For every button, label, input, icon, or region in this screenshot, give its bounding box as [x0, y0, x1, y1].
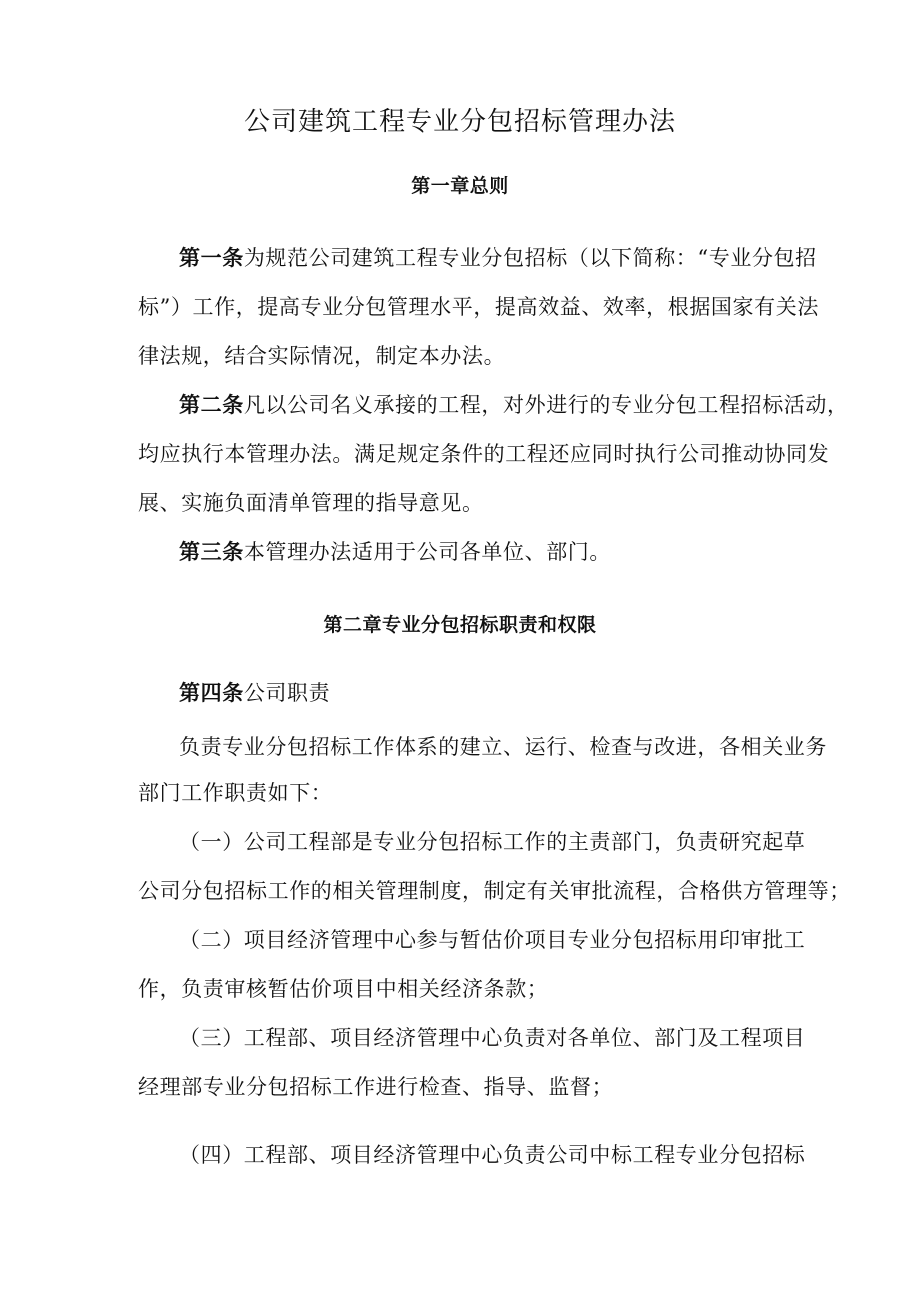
document-title: 公司建筑工程专业分包招标管理办法 — [243, 107, 676, 137]
item-3-line-2: 经理部专业分包招标工作进行检查、指导、监督； — [138, 1075, 614, 1099]
article-1-line-1 — [179, 244, 817, 272]
article-3-line-1 — [179, 538, 611, 566]
article-2-line-2: 均应执行本管理办法。满足规定条件的工程还应同时执行公司推动协同发 — [138, 442, 830, 466]
item-3-line-1: （三）工程部、项目经济管理中心负责对各单位、部门及工程项目 — [179, 1026, 806, 1050]
chapter-1-heading: 第一章总则 — [411, 175, 509, 197]
article-2-label: 第二条 — [179, 393, 244, 417]
article-2-text: 凡以公司名义承接的工程，对外进行的专业分包工程招标活动， — [243, 393, 849, 417]
item-1-line-2: 公司分包招标工作的相关管理制度，制定有关审批流程，合格供方管理等； — [138, 879, 851, 903]
intro-line-1: 负责专业分包招标工作体系的建立、运行、检查与改进，各相关业务 — [179, 735, 827, 759]
chapter-2-heading: 第二章专业分包招标职责和权限 — [323, 614, 597, 636]
intro-line-2: 部门工作职责如下： — [138, 781, 333, 805]
item-4-line-1: （四）工程部、项目经济管理中心负责公司中标工程专业分包招标 — [179, 1143, 806, 1167]
item-2-line-1: （二）项目经济管理中心参与暂估价项目专业分包招标用印审批工 — [179, 928, 806, 952]
article-3-label: 第三条 — [179, 540, 244, 564]
article-2-line-1 — [179, 391, 849, 419]
article-4-label: 第四条 — [179, 681, 244, 705]
article-2-line-3: 展、实施负面清单管理的指导意见。 — [138, 491, 484, 515]
article-1-label: 第一条 — [179, 246, 244, 270]
article-3-text: 本管理办法适用于公司各单位、部门。 — [243, 540, 612, 564]
article-1-line-2: 标”）工作，提高专业分包管理水平，提高效益、效率，根据国家有关法 — [138, 295, 819, 319]
article-1-line-3: 律法规，结合实际情况，制定本办法。 — [138, 344, 506, 368]
article-4-line-1 — [179, 679, 330, 707]
item-1-line-1: （一）公司工程部是专业分包招标工作的主责部门，负责研究起草 — [179, 830, 806, 854]
article-1-text: 为规范公司建筑工程专业分包招标（以下简称：“专业分包招 — [243, 246, 817, 270]
article-4-text: 公司职责 — [243, 681, 331, 705]
item-2-line-2: 作，负责审核暂估价项目中相关经济条款； — [138, 977, 549, 1001]
